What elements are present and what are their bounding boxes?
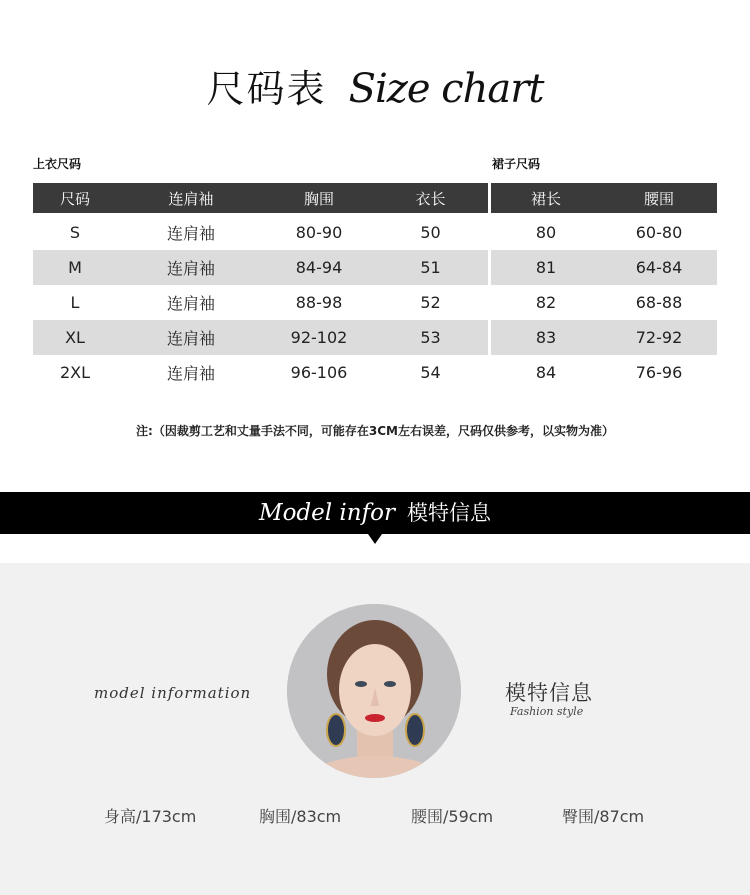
table-cell: 53 [420, 328, 441, 347]
table-row [491, 215, 717, 250]
title-chinese: 尺码表 [206, 67, 327, 111]
table-cell: S [69, 223, 81, 242]
top-size-label: 上衣尺码 [33, 157, 82, 171]
table-row [33, 215, 488, 250]
table-cell: 80 [535, 223, 557, 242]
table-cell: 81 [535, 258, 557, 277]
fashion-style-subtitle: Fashion style [510, 705, 584, 718]
title-english: Size chart [348, 66, 544, 112]
column-header: 裙长 [530, 189, 561, 208]
table-cell: 96-106 [290, 363, 348, 382]
table-cell: 72-92 [635, 328, 683, 347]
size-chart-title [0, 58, 750, 113]
table-cell: XL [65, 328, 85, 347]
table-cell: 连肩袖 [166, 294, 215, 313]
model-bust: 胸围/83cm [259, 807, 342, 826]
column-header: 胸围 [303, 189, 334, 208]
top-size-table [33, 183, 488, 390]
table-cell: 51 [420, 258, 441, 277]
table-row [491, 320, 717, 355]
table-cell: 2XL [59, 363, 91, 382]
table-cell: M [68, 258, 82, 277]
banner-pointer-icon [368, 534, 382, 544]
model-waist: 腰围/59cm [411, 807, 494, 826]
skirt-size-label: 裙子尺码 [492, 157, 541, 171]
model-hip: 臀围/87cm [562, 807, 645, 826]
column-header: 衣长 [415, 189, 446, 208]
table-row [491, 355, 717, 390]
table-cell: 连肩袖 [166, 224, 215, 243]
size-note: 注:（因裁剪工艺和丈量手法不同，可能存在3CM左右误差，尺码仅供参考，以实物为准） [136, 424, 614, 438]
table-cell: 82 [535, 293, 557, 312]
table-row [491, 250, 717, 285]
table-cell: 64-84 [635, 258, 683, 277]
table-cell: 连肩袖 [166, 259, 215, 278]
table-cell: 76-96 [635, 363, 683, 382]
model-info-banner [0, 492, 750, 534]
table-cell: 连肩袖 [166, 364, 215, 383]
table-header-row [491, 183, 717, 213]
column-header: 尺码 [59, 189, 90, 208]
table-cell: 80-90 [295, 223, 343, 242]
banner-title-chinese: 模特信息 [406, 501, 491, 525]
model-information-script: model information [94, 684, 252, 702]
column-header: 连肩袖 [168, 189, 214, 208]
table-row [491, 285, 717, 320]
table-cell: 83 [535, 328, 557, 347]
table-row [33, 320, 488, 355]
table-row [33, 250, 488, 285]
model-info-title: 模特信息 [505, 681, 593, 705]
table-cell: 84-94 [295, 258, 343, 277]
table-cell: 50 [420, 223, 441, 242]
table-cell: 84 [535, 363, 557, 382]
table-cell: 52 [420, 293, 441, 312]
table-cell: 60-80 [635, 223, 683, 242]
table-cell: L [70, 293, 80, 312]
column-header: 腰围 [643, 189, 674, 208]
model-height: 身高/173cm [104, 807, 197, 826]
skirt-size-table [491, 183, 717, 390]
table-cell: 54 [420, 363, 441, 382]
banner-title-english: Model infor [259, 500, 395, 526]
table-row [33, 285, 488, 320]
table-cell: 连肩袖 [166, 329, 215, 348]
table-header-row [33, 183, 488, 213]
table-cell: 88-98 [295, 293, 343, 312]
table-cell: 92-102 [290, 328, 348, 347]
table-cell: 68-88 [635, 293, 683, 312]
model-portrait [287, 604, 461, 778]
table-row [33, 355, 488, 390]
